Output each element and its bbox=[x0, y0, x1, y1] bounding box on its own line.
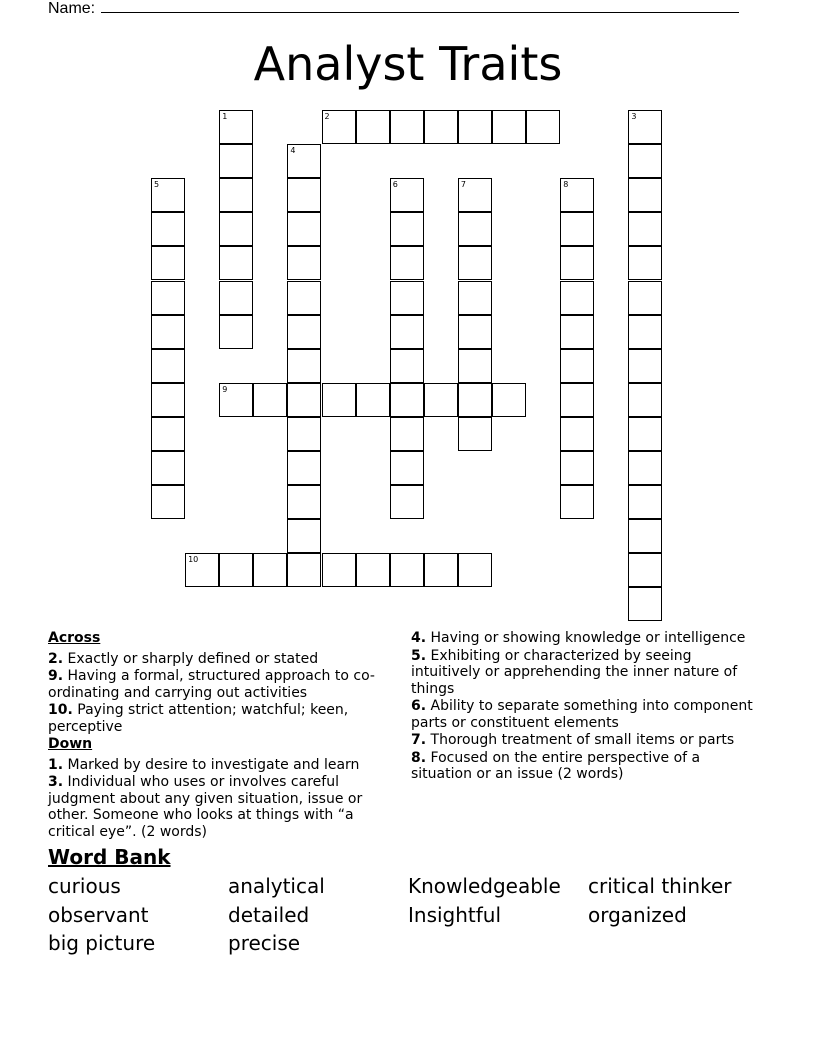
crossword-cell[interactable] bbox=[628, 315, 662, 349]
crossword-cell[interactable] bbox=[560, 383, 594, 417]
crossword-cell[interactable] bbox=[628, 212, 662, 246]
crossword-cell[interactable] bbox=[628, 553, 662, 587]
crossword-cell[interactable] bbox=[560, 315, 594, 349]
clue-number: 2 bbox=[324, 112, 330, 121]
crossword-cell[interactable] bbox=[151, 417, 185, 451]
clue-number: 9 bbox=[222, 384, 228, 394]
crossword-cell[interactable] bbox=[458, 246, 492, 280]
crossword-cell[interactable] bbox=[390, 485, 424, 519]
crossword-cell[interactable] bbox=[458, 110, 492, 144]
crossword-cell[interactable] bbox=[390, 315, 424, 349]
crossword-cell[interactable] bbox=[287, 281, 321, 315]
crossword-cell[interactable] bbox=[219, 110, 253, 144]
crossword-cell[interactable] bbox=[287, 178, 321, 212]
crossword-cell[interactable] bbox=[287, 417, 321, 451]
crossword-cell[interactable] bbox=[628, 178, 662, 212]
crossword-cell[interactable] bbox=[458, 315, 492, 349]
crossword-cell[interactable] bbox=[492, 383, 526, 417]
word-bank-item: curious bbox=[48, 874, 121, 898]
crossword-cell[interactable] bbox=[287, 349, 321, 383]
clue-down-5: 5. Exhibiting or characterized by seeing intuitively or apprehending the inner nature of things bbox=[411, 647, 738, 697]
crossword-cell[interactable] bbox=[356, 553, 390, 587]
crossword-cell[interactable] bbox=[151, 349, 185, 383]
crossword-cell[interactable] bbox=[458, 553, 492, 587]
clue-number: 4 bbox=[290, 146, 296, 156]
crossword-cell[interactable] bbox=[253, 553, 287, 587]
word-bank-item: detailed bbox=[228, 903, 310, 927]
crossword-cell[interactable] bbox=[151, 383, 185, 417]
crossword-cell[interactable] bbox=[356, 110, 390, 144]
crossword-cell[interactable] bbox=[458, 212, 492, 246]
clue-number: 6 bbox=[392, 180, 398, 190]
word-bank-item: organized bbox=[588, 903, 687, 927]
clue-number: 8 bbox=[563, 180, 569, 190]
crossword-cell[interactable] bbox=[628, 383, 662, 417]
crossword-cell[interactable] bbox=[458, 349, 492, 383]
clue-across-9: 9. Having a formal, structured approach to co-ordinating and carrying out activities bbox=[48, 668, 375, 701]
crossword-cell[interactable] bbox=[287, 315, 321, 349]
crossword-cell[interactable] bbox=[287, 553, 321, 587]
clue-number: 10 bbox=[188, 555, 199, 565]
crossword-cell[interactable] bbox=[287, 212, 321, 246]
word-bank-heading: Word Bank bbox=[48, 845, 171, 869]
crossword-cell[interactable] bbox=[219, 383, 253, 417]
name-label: Name: bbox=[48, 0, 96, 17]
crossword-cell[interactable] bbox=[151, 212, 185, 246]
crossword-cell[interactable] bbox=[560, 281, 594, 315]
crossword-cell[interactable] bbox=[151, 281, 185, 315]
crossword-cell[interactable] bbox=[458, 178, 492, 212]
clue-number: 7 bbox=[460, 180, 466, 190]
word-bank-item: big picture bbox=[48, 931, 156, 955]
clues-right-column bbox=[411, 630, 761, 784]
crossword-cell[interactable] bbox=[628, 417, 662, 451]
clue-down-3: 3. Individual who uses or involves careful judgment about any given situation, issue or other. Someone who looks at things with “a critical eye”. (2 words) bbox=[48, 774, 363, 840]
crossword-cell[interactable] bbox=[287, 519, 321, 553]
crossword-cell[interactable] bbox=[185, 553, 219, 587]
crossword-cell[interactable] bbox=[390, 246, 424, 280]
word-bank-item: Knowledgeable bbox=[408, 874, 561, 898]
crossword-cell[interactable] bbox=[390, 110, 424, 144]
crossword-cell[interactable] bbox=[287, 246, 321, 280]
crossword-cell[interactable] bbox=[560, 417, 594, 451]
down-heading: Down bbox=[48, 736, 93, 752]
word-bank-item: analytical bbox=[228, 874, 325, 898]
crossword-cell[interactable] bbox=[560, 349, 594, 383]
page-title: Analyst Traits bbox=[253, 37, 563, 91]
crossword-cell[interactable] bbox=[390, 178, 424, 212]
crossword-cell[interactable] bbox=[322, 110, 356, 144]
crossword-cell[interactable] bbox=[628, 451, 662, 485]
crossword-cell[interactable] bbox=[628, 110, 662, 144]
clue-number: 5 bbox=[154, 180, 160, 190]
clue-number: 1 bbox=[222, 112, 228, 121]
crossword-cell[interactable] bbox=[253, 383, 287, 417]
clue-down-6: 6. Ability to separate something into component parts or constituent elements bbox=[411, 698, 753, 731]
crossword-cell[interactable] bbox=[628, 587, 662, 621]
crossword-cell[interactable] bbox=[219, 281, 253, 315]
crossword-cell[interactable] bbox=[151, 315, 185, 349]
crossword-cell[interactable] bbox=[287, 383, 321, 417]
crossword-cell[interactable] bbox=[219, 315, 253, 349]
crossword-cell[interactable] bbox=[287, 485, 321, 519]
crossword-cell[interactable] bbox=[390, 451, 424, 485]
crossword-cell[interactable] bbox=[526, 110, 560, 144]
crossword-cell[interactable] bbox=[458, 281, 492, 315]
crossword-cell[interactable] bbox=[390, 383, 424, 417]
crossword-cell[interactable] bbox=[219, 212, 253, 246]
crossword-cell[interactable] bbox=[560, 212, 594, 246]
crossword-cell[interactable] bbox=[322, 383, 356, 417]
clue-down-8: 8. Focused on the entire perspective of a situation or an issue (2 words) bbox=[411, 749, 701, 782]
crossword-cell[interactable] bbox=[390, 553, 424, 587]
clue-down-7: 7. Thorough treatment of small items or parts bbox=[411, 732, 735, 748]
crossword-cell[interactable] bbox=[390, 417, 424, 451]
crossword-cell[interactable] bbox=[219, 144, 253, 178]
crossword-cell[interactable] bbox=[151, 451, 185, 485]
word-bank-item: observant bbox=[48, 903, 149, 927]
crossword-cell[interactable] bbox=[560, 485, 594, 519]
crossword-cell[interactable] bbox=[628, 519, 662, 553]
clue-across-2: 2. Exactly or sharply defined or stated bbox=[48, 650, 319, 667]
crossword-cell[interactable] bbox=[628, 246, 662, 280]
crossword-cell[interactable] bbox=[458, 383, 492, 417]
crossword-cell[interactable] bbox=[628, 281, 662, 315]
crossword-cell[interactable] bbox=[151, 485, 185, 519]
word-bank-item: critical thinker bbox=[588, 874, 732, 898]
crossword-cell[interactable] bbox=[219, 178, 253, 212]
crossword-cell[interactable] bbox=[219, 246, 253, 280]
clue-down-4: 4. Having or showing knowledge or intelligence bbox=[411, 630, 746, 646]
crossword-cell[interactable] bbox=[287, 451, 321, 485]
crossword-cell[interactable] bbox=[356, 383, 390, 417]
crossword-cell[interactable] bbox=[492, 110, 526, 144]
across-heading: Across bbox=[48, 630, 101, 646]
word-bank-item: Insightful bbox=[408, 903, 502, 927]
word-bank-item: precise bbox=[228, 931, 301, 955]
clue-down-1: 1. Marked by desire to investigate and learn bbox=[48, 756, 360, 773]
crossword-cell[interactable] bbox=[628, 485, 662, 519]
crossword-cell[interactable] bbox=[560, 178, 594, 212]
crossword-cell[interactable] bbox=[424, 553, 458, 587]
crossword-cell[interactable] bbox=[458, 417, 492, 451]
crossword-cell[interactable] bbox=[560, 246, 594, 280]
crossword-cell[interactable] bbox=[424, 383, 458, 417]
crossword-cell[interactable] bbox=[390, 212, 424, 246]
crossword-cell[interactable] bbox=[322, 553, 356, 587]
crossword-cell[interactable] bbox=[151, 178, 185, 212]
clue-across-10: 10. Paying strict attention; watchful; keen, perceptive bbox=[48, 702, 349, 735]
crossword-cell[interactable] bbox=[219, 553, 253, 587]
crossword-cell[interactable] bbox=[628, 349, 662, 383]
crossword-cell[interactable] bbox=[390, 281, 424, 315]
clues-left-column bbox=[48, 630, 383, 841]
crossword-cell[interactable] bbox=[287, 144, 321, 178]
crossword-cell[interactable] bbox=[628, 144, 662, 178]
crossword-cell[interactable] bbox=[151, 246, 185, 280]
clue-number: 3 bbox=[631, 112, 637, 121]
crossword-cell[interactable] bbox=[560, 451, 594, 485]
crossword-cell[interactable] bbox=[390, 349, 424, 383]
crossword-cell[interactable] bbox=[424, 110, 458, 144]
